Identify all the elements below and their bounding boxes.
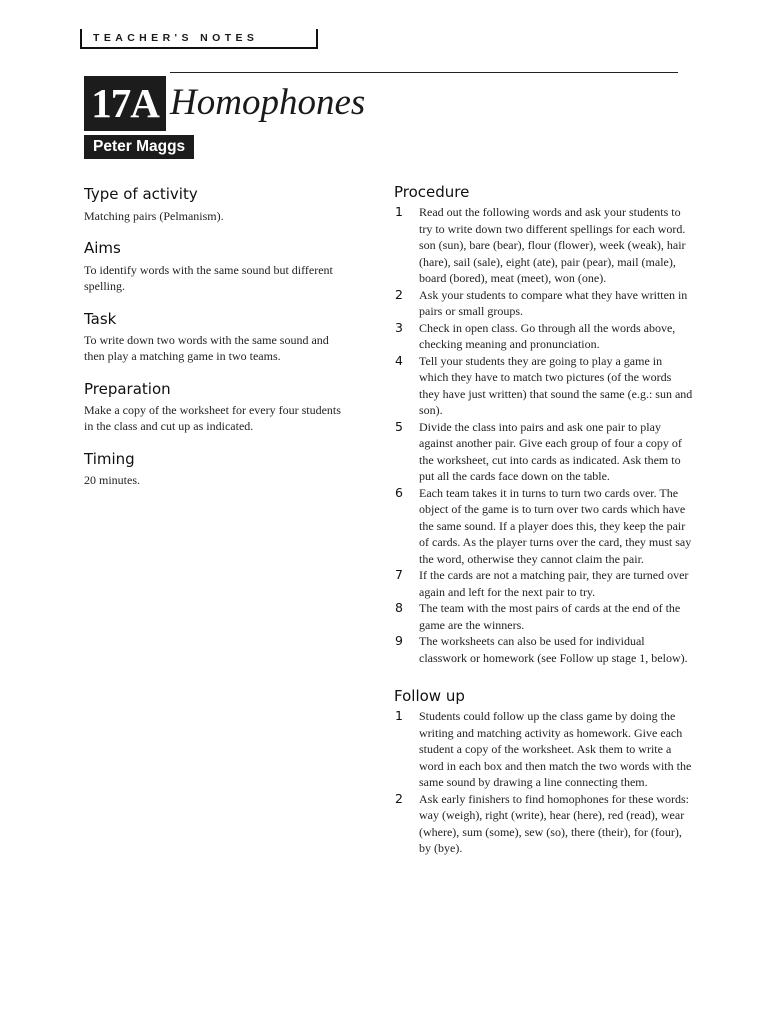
step-text: The worksheets can also be used for individual classwork or homework (see Follow up stage 1, below). (419, 634, 688, 665)
page-title: Homophones (170, 82, 366, 123)
section-body: To identify words with the same sound but different spelling. (84, 262, 333, 293)
step-number: 5 (395, 418, 403, 434)
follow-up-list (394, 708, 694, 857)
section-preparation (84, 379, 356, 435)
section-body: Make a copy of the worksheet for every four students in the class and cut up as indicated. (84, 402, 341, 433)
procedure-step (394, 485, 694, 568)
procedure-step (394, 320, 694, 353)
section-heading: Aims (84, 238, 121, 257)
step-text: Ask early finishers to find homophones for these words: way (weigh), right (write), hear (here), red (read), wear (where), sum (some), sew (so), there (their), for (four), by (bye). (419, 791, 689, 855)
section-task (84, 309, 356, 365)
section-heading: Timing (84, 449, 135, 468)
step-number: 9 (395, 633, 403, 648)
procedure-step (394, 287, 694, 320)
step-number: 7 (395, 567, 403, 582)
step-number: 2 (395, 286, 403, 302)
step-number: 1 (395, 708, 403, 723)
procedure-heading: Procedure (394, 183, 470, 201)
follow-up-step (394, 791, 694, 857)
section-aims (84, 238, 356, 295)
procedure-step (394, 419, 694, 485)
procedure-step (394, 204, 694, 287)
procedure-list (394, 204, 694, 666)
right-column (394, 182, 694, 857)
section-type-of-activity (84, 184, 356, 225)
section-heading: Preparation (84, 379, 171, 398)
step-text: The team with the most pairs of cards at the end of the game are the winners. (419, 601, 681, 632)
procedure-step (394, 353, 694, 419)
step-text: Divide the class into pairs and ask one pair to play against another pair. Give each group of four a copy of the worksheet, cut into cards as indicated. Ask them to put all the cards face down on the table. (419, 419, 682, 483)
step-text: If the cards are not a matching pair, they are turned over again and left for the next pair to try. (419, 568, 689, 599)
step-text: Tell your students they are going to play a game in which they have to match two pictures (of the words they have just written) that sound the same (e.g.: sun and son). (419, 353, 693, 417)
step-number: 6 (395, 484, 403, 500)
step-number: 1 (395, 204, 403, 219)
section-heading: Type of activity (84, 185, 198, 203)
section-heading: Task (84, 309, 117, 328)
section-timing (84, 449, 356, 489)
step-number: 3 (395, 319, 403, 335)
procedure-step (394, 600, 694, 633)
section-body: Matching pairs (Pelmanism). (84, 209, 224, 223)
section-body: To write down two words with the same sound and then play a matching game in two teams. (84, 332, 329, 363)
title-rule (170, 72, 678, 73)
step-text: Read out the following words and ask your students to try to write down two different spellings for each word. (419, 205, 686, 236)
step-text: Students could follow up the class game by doing the writing and matching activity as homework. Give each student a copy of the worksheet. Ask them to write a word in each box and then match the two words with the same sound by drawing a line connecting them. (419, 709, 692, 789)
step-number: 8 (395, 600, 403, 615)
teachers-notes-tag: TEACHER'S NOTES (80, 29, 318, 49)
procedure-step (394, 633, 694, 666)
left-column (84, 184, 356, 488)
step-text: Each team takes it in turns to turn two cards over. The object of the game is to turn over two cards which have the same sound. If a player does this, they keep the pair of cards. As the player turns over the card, they must say the word, otherwise they cannot claim the pair. (419, 485, 692, 566)
section-body: 20 minutes. (84, 472, 140, 487)
step-text: Ask your students to compare what they have written in pairs or small groups. (419, 287, 688, 318)
author-badge: Peter Maggs (84, 135, 194, 159)
follow-up-step (394, 708, 694, 791)
step-number: 2 (395, 790, 403, 806)
follow-up-heading: Follow up (394, 687, 465, 705)
procedure-step (394, 567, 694, 600)
unit-number-badge: 17A (84, 76, 166, 131)
step-text: Check in open class. Go through all the words above, checking meaning and pronunciation. (419, 320, 676, 351)
step-word-list: son (sun), bare (bear), flour (flower), week (weak), hair (hare), sail (sale), eight (ate), pair (pear), mail (male), board (bored), meat (meet), won (one). (419, 238, 686, 285)
step-number: 4 (395, 352, 403, 368)
